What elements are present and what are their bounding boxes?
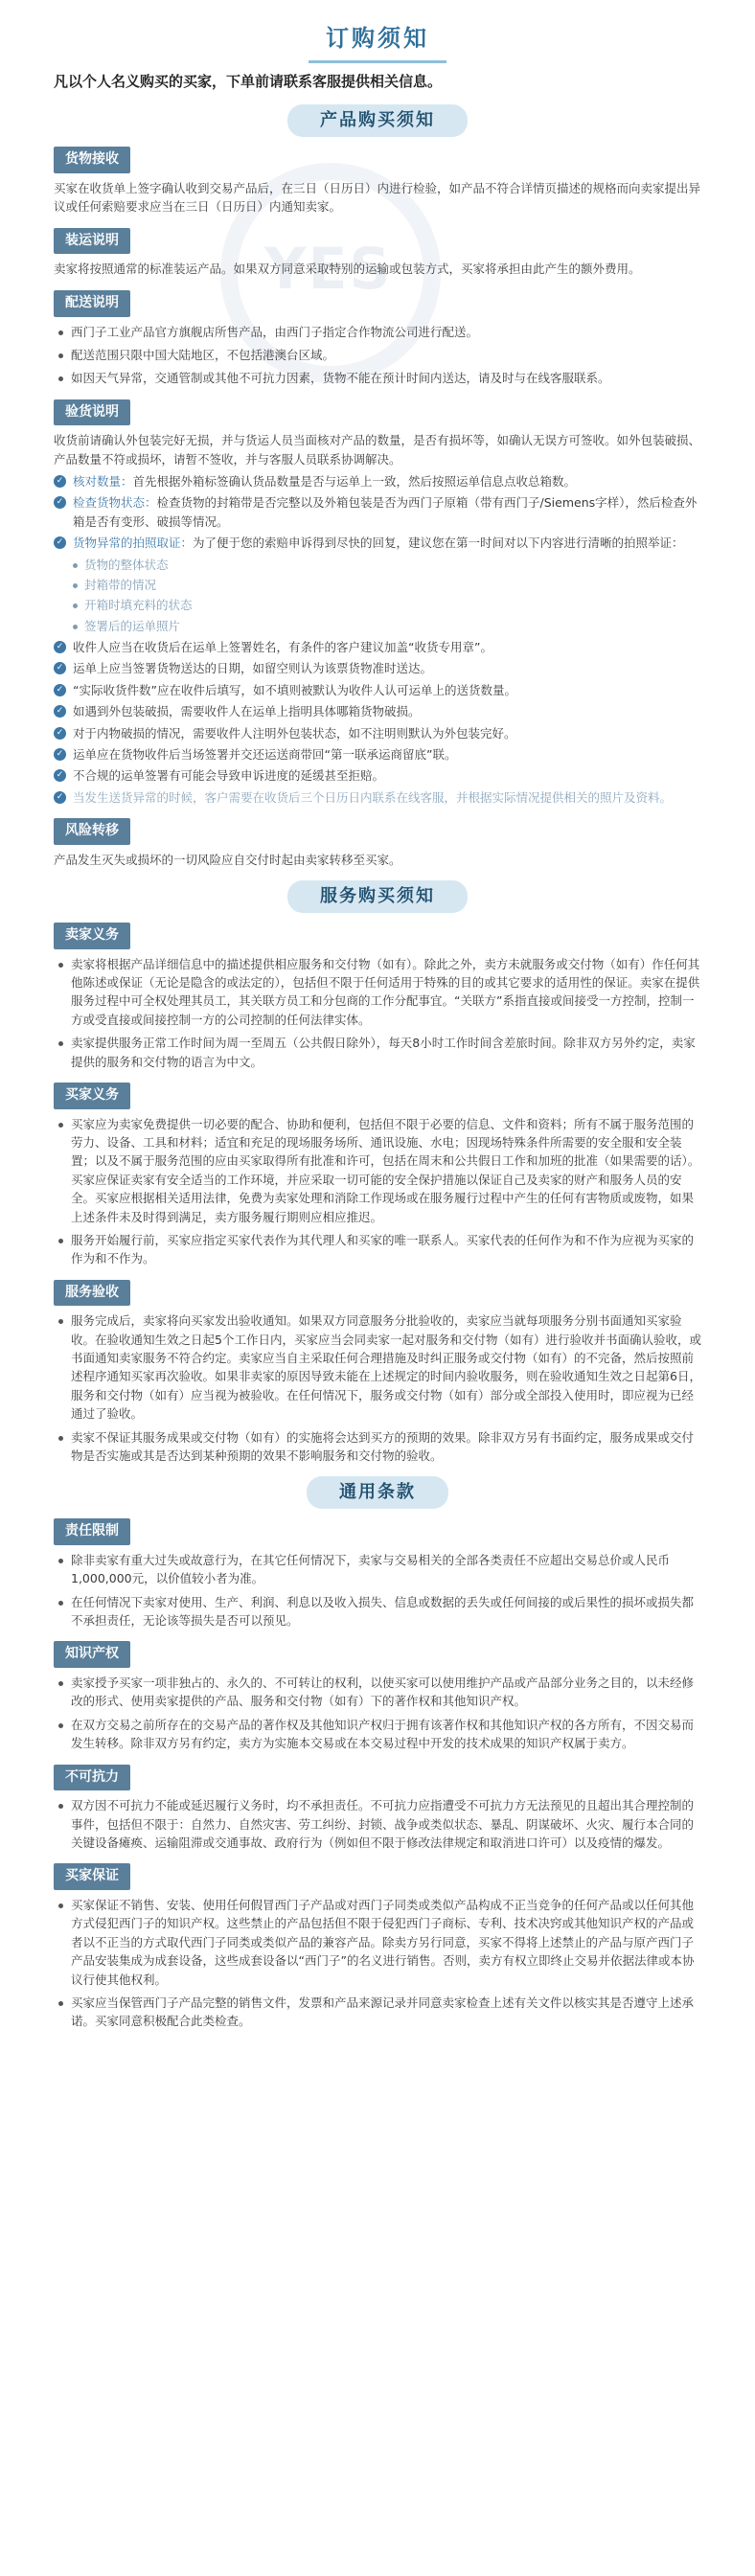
check-item <box>54 493 701 531</box>
check-icon: ✓ <box>54 684 66 696</box>
check-icon: ✓ <box>54 475 66 488</box>
check-item <box>54 681 701 699</box>
list-item: 在双方交易之前所存在的交易产品的著作权及其他知识产权归于拥有该著作权和其他知识产权的各方所有，不因交易而发生转移。除非双方另有约定，卖方为实施本交易或在本交易过程中开发的技术成果的知识产权属于卖方。 <box>54 1716 701 1753</box>
liability-list <box>54 1551 701 1630</box>
check-text: 收件人应当在收货后在运单上签署姓名，有条件的客户建议加盖“收货专用章”。 <box>73 640 492 655</box>
part-title-product-label: 产品购买须知 <box>287 104 468 137</box>
check-icon: ✓ <box>54 536 66 549</box>
section-head-seller: 卖家义务 <box>54 923 130 949</box>
photo-list <box>71 556 701 636</box>
force-list <box>54 1796 701 1852</box>
section-text: 收货前请确认外包装完好无损，并与货运人员当面核对产品的数量，是否有损坏等，如确认无误方可签收。如外包装破损、产品数量不符或损坏，请暂不签收，并与客服人员联系协调解决。 <box>54 433 701 467</box>
photo-item: 签署后的运单照片 <box>71 617 701 635</box>
section-head-inspection: 验货说明 <box>54 399 130 426</box>
list-item: 双方因不可抗力不能或延迟履行义务时，均不承担责任。不可抗力应指遭受不可抗力方无法预见的且超出其合理控制的事件，包括但不限于：自然力、自然灾害、劳工纠纷、封锁、战争或类似状态、暴乱、阴谋破坏、火灾、履行本合同的关键设备瘫痪、运输阻滞或交通事故、政府行为（例如但不限于修改法律规定和取消进口许可）以及疫情的爆发。 <box>54 1796 701 1852</box>
page-title-wrap <box>54 21 701 63</box>
section-inspection <box>54 399 701 807</box>
check-text: 为了便于您的索赔申诉得到尽快的回复，建议您在第一时间对以下内容进行清晰的拍照举证： <box>193 536 684 551</box>
part-title-product <box>54 104 701 137</box>
section-liability <box>54 1518 701 1630</box>
page-title: 订购须知 <box>309 21 446 63</box>
bottom-spacer <box>54 2042 701 2050</box>
section-head-risk: 风险转移 <box>54 818 130 845</box>
section-text: 买家在收货单上签字确认收到交易产品后，在三日（日历日）内进行检验，如产品不符合详情页描述的规格而向卖家提出异议或任何索赔要求应当在三日（日历日）内通知卖家。 <box>54 181 701 215</box>
list-item: 卖家不保证其服务成果或交付物（如有）的实施将会达到买方的预期的效果。除非双方另有书面约定，服务成果或交付物是否实施或其是否达到某种预期的效果不影响服务和交付物的验收。 <box>54 1428 701 1466</box>
check-item <box>54 724 701 742</box>
list-item: 买家应当保管西门子产品完整的销售文件，发票和产品来源记录并同意卖家检查上述有关文件以核实其是否遵守上述承诺。买家同意积极配合此类检查。 <box>54 1994 701 2031</box>
section-ip <box>54 1641 701 1752</box>
section-head-liability: 责任限制 <box>54 1518 130 1545</box>
check-icon: ✓ <box>54 662 66 674</box>
list-item: 服务完成后，卖家将向买家发出验收通知。如果双方同意服务分批验收的，卖家应当就每项服务分别书面通知买家验收。在验收通知生效之日起5个工作日内，买家应当会同卖家一起对服务和交付物（如有）进行验收并书面确认验收，或书面通知卖家服务不符合约定。卖家应当自主采取任何合理措施及时纠正服务或交付物（如有）的不完备，然后按照前述程序通知买家再次验收。如果非卖家的原因导致未能在上述规定的时间内验收服务，则在验收通知生效之日起第6日，服务和交付物（如有）应当视为被验收。在任何情况下，服务或交付物（如有）部分或全部投入使用时，即应视为已经通过了验收。 <box>54 1311 701 1423</box>
delivery-list <box>54 323 701 388</box>
part-title-service-label: 服务购买须知 <box>287 880 468 913</box>
part-title-general <box>54 1476 701 1509</box>
section-force-majeure <box>54 1765 701 1853</box>
section-receipt <box>54 147 701 216</box>
photo-item: 开箱时填充料的状态 <box>71 596 701 614</box>
list-item: 除非卖家有重大过失或故意行为，在其它任何情况下，卖家与交易相关的全部各类责任不应超出交易总价或人民币1,000,000元，以价值较小者为准。 <box>54 1551 701 1588</box>
inspection-check-list-2 <box>54 638 701 807</box>
watermark-text: YES <box>264 236 393 303</box>
list-item: 在任何情况下卖家对使用、生产、利润、利息以及收入损失、信息或数据的丢失或任何间接的或后果性的损坏或损失都不承担责任，无论该等损失是否可以预见。 <box>54 1593 701 1630</box>
section-head-receipt: 货物接收 <box>54 147 130 173</box>
check-label: 货物异常的拍照取证： <box>73 536 194 551</box>
acceptance-list <box>54 1311 701 1465</box>
check-icon: ✓ <box>54 791 66 804</box>
check-text: 如遇到外包装破损，需要收件人在运单上指明具体哪箱货物破损。 <box>73 704 421 719</box>
check-text: “实际收货件数”应在收件后填写，如不填则被默认为收件人认可运单上的送货数量。 <box>73 682 516 697</box>
check-icon: ✓ <box>54 727 66 740</box>
check-icon: ✓ <box>54 641 66 653</box>
section-head-delivery: 配送说明 <box>54 290 130 317</box>
part-title-service <box>54 880 701 913</box>
check-icon: ✓ <box>54 705 66 718</box>
section-head-force: 不可抗力 <box>54 1765 130 1791</box>
ip-list <box>54 1674 701 1753</box>
seller-list <box>54 955 701 1071</box>
list-item: 买家保证不销售、安装、使用任何假冒西门子产品或对西门子同类或类似产品构成不正当竞争的任何产品或以任何其他方式侵犯西门子的知识产权。这些禁止的产品包括但不限于侵犯西门子商标、专利、技术决窍或其他知识产权的产品或者以不正当的方式取代西门子同类或类似产品的兼容产品。除卖方另行同意，买家不得将上述禁止的产品与原产西门子产品安装集成为成套设备，这些成套设备以“西门子”的名义进行销售。否则，卖方有权立即终止交易并依据法律或本协议行使其他权利。 <box>54 1896 701 1989</box>
photo-item: 货物的整体状态 <box>71 556 701 574</box>
list-item: 卖家授予买家一项非独占的、永久的、不可转让的权利，以使买家可以使用维护产品或产品部分业务之目的，以未经修改的形式、使用卖家提供的产品、服务和交付物（如有）下的著作权和其他知识产权。 <box>54 1674 701 1711</box>
check-text: 运单上应当签署货物送达的日期，如留空则认为该票货物准时送达。 <box>73 661 433 676</box>
check-text: 运单应在货物收件后当场签署并交还运送商带回“第一联承运商留底”联。 <box>73 746 457 762</box>
section-head-packaging: 装运说明 <box>54 228 130 255</box>
check-text: 对于内物破损的情况，需要收件人注明外包装状态，如不注明则默认为外包装完好。 <box>73 725 516 741</box>
section-seller-obligations <box>54 923 701 1071</box>
check-icon: ✓ <box>54 496 66 509</box>
list-item: 西门子工业产品官方旗舰店所售产品，由西门子指定合作物流公司进行配送。 <box>54 323 701 341</box>
section-risk <box>54 818 701 869</box>
list-item: 服务开始履行前，买家应指定买家代表作为其代理人和买家的唯一联系人。买家代表的任何作为和不作为应视为买家的作为和不作为。 <box>54 1231 701 1268</box>
check-item <box>54 766 701 785</box>
list-item: 配送范围只限中国大陆地区，不包括港澳台区域。 <box>54 346 701 364</box>
check-item <box>54 534 701 552</box>
photo-item: 封箱带的情况 <box>71 576 701 594</box>
intro-text: 凡以个人名义购买的买家，下单前请联系客服提供相关信息。 <box>54 73 443 91</box>
check-icon: ✓ <box>54 769 66 782</box>
section-delivery <box>54 290 701 388</box>
part-title-general-label: 通用条款 <box>307 1476 448 1509</box>
section-buyer-obligations <box>54 1083 701 1268</box>
check-item <box>54 745 701 764</box>
check-text: 检查货物的封箱带是否完整以及外箱包装是否为西门子原箱（带有西门子/Siemens字样），然后检查外箱是否有变形、破损等情况。 <box>73 495 698 529</box>
check-item <box>54 788 701 807</box>
section-text: 产品发生灭失或损坏的一切风险应自交付时起由卖家转移至买家。 <box>54 852 401 867</box>
section-acceptance <box>54 1280 701 1466</box>
check-item <box>54 472 701 490</box>
section-head-buyer: 买家义务 <box>54 1083 130 1109</box>
list-item: 如因天气异常，交通管制或其他不可抗力因素，货物不能在预计时间内送达，请及时与在线客服联系。 <box>54 369 701 387</box>
check-text: 当发生送货异常的时候，客户需要在收货后三个日历日内联系在线客服，并根据实际情况提供相关的照片及资料。 <box>73 789 673 805</box>
section-packaging <box>54 228 701 279</box>
check-text: 首先根据外箱标签确认货品数量是否与运单上一致，然后按照运单信息点收总箱数。 <box>132 474 577 490</box>
list-item: 卖家提供服务正常工作时间为周一至周五（公共假日除外），每天8小时工作时间含差旅时间。除非双方另外约定，卖家提供的服务和交付物的语言为中文。 <box>54 1034 701 1071</box>
check-item <box>54 659 701 677</box>
check-label: 检查货物状态： <box>73 495 157 511</box>
inspection-check-list <box>54 472 701 553</box>
check-label: 核对数量： <box>73 474 133 490</box>
list-item: 买家应为卖家免费提供一切必要的配合、协助和便利，包括但不限于必要的信息、文件和资料；所有不属于服务范围的劳力、设备、工具和材料；适宜和充足的现场服务场所、通讯设施、水电；因现场特殊条件所需要的安全服和安全装置；以及不属于服务范围的应由买家取得所有批准和许可，包括在周末和公共假日工作和加班的批准（如果需要的话）。买家应保证卖家有安全适当的工作环境，并应采取一切可能的安全保护措施以保证自己及卖家的财产和服务人员的安全。买家应根据相关适用法律，免费为卖家处理和消除工作现场或在服务履行过程中产生的任何有害物质或废物，如果上述条件未及时得到满足，卖方服务履行期则应相应推迟。 <box>54 1115 701 1226</box>
list-item: 卖家将根据产品详细信息中的描述提供相应服务和交付物（如有）。除此之外，卖方未就服务或交付物（如有）作任何其他陈述或保证（无论是隐含的或法定的），包括但不限于任何适用于特殊的目的或其它要求的适用性的保证。卖家在提供服务过程中可全权处理其员工，其关联方员工和分包商的工作分配事宜。“关联方”系指直接或间接受一方控制，控制一方或受直接或间接控制一方的公司控制的任何法律实体。 <box>54 955 701 1030</box>
check-icon: ✓ <box>54 748 66 761</box>
section-text: 卖家将按照通常的标准装运产品。如果双方同意采取特别的运输或包装方式，买家将承担由此产生的额外费用。 <box>54 262 641 277</box>
section-buyer-warranty <box>54 1863 701 2030</box>
section-head-warranty: 买家保证 <box>54 1863 130 1890</box>
section-head-ip: 知识产权 <box>54 1641 130 1668</box>
check-item <box>54 702 701 720</box>
section-head-acceptance: 服务验收 <box>54 1280 130 1307</box>
buyer-list <box>54 1115 701 1268</box>
warranty-list <box>54 1896 701 2031</box>
check-text: 不合规的运单签署有可能会导致申诉进度的延缓甚至拒赔。 <box>73 768 385 784</box>
check-item <box>54 638 701 656</box>
